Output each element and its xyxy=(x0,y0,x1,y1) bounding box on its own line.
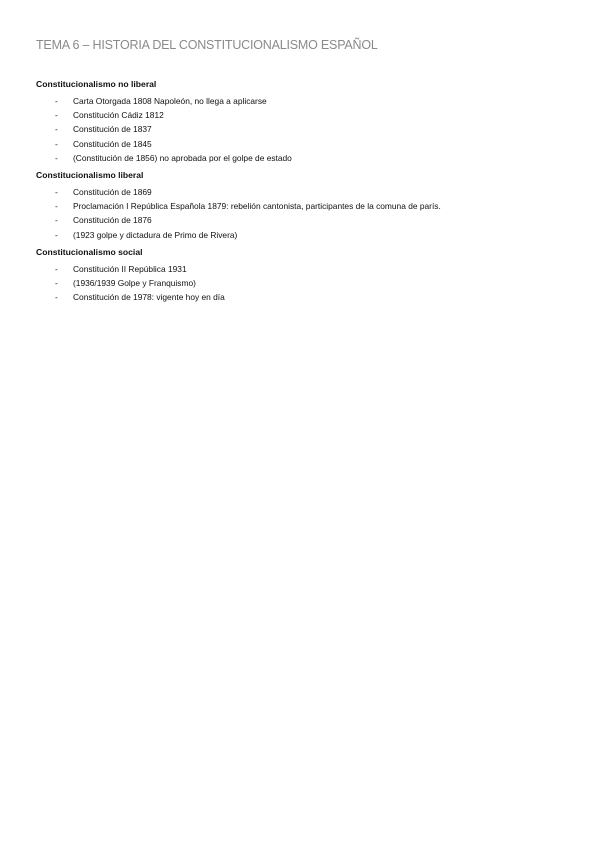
dash-bullet: - xyxy=(55,152,58,163)
dash-bullet: - xyxy=(55,110,58,121)
dash-bullet: - xyxy=(55,215,58,226)
dash-bullet: - xyxy=(55,138,58,149)
list-item xyxy=(36,199,576,213)
list-item-text: (Constitución de 1856) no aprobada por el golpe de estado xyxy=(73,152,292,163)
list-item-text: (1923 golpe y dictadura de Primo de Rivera) xyxy=(73,229,238,240)
dash-bullet: - xyxy=(55,277,58,288)
document-body xyxy=(36,78,576,308)
list-item xyxy=(36,94,576,108)
list-item-text: Proclamación I República Española 1879: rebelión cantonista, participantes de la comuna de parís. xyxy=(73,201,441,212)
list-item xyxy=(36,151,576,165)
dash-bullet: - xyxy=(55,186,58,197)
list-item-text: (1936/1939 Golpe y Franquismo) xyxy=(73,277,196,288)
list-item-text: Carta Otorgada 1808 Napoleón, no llega a aplicarse xyxy=(73,96,267,106)
dash-bullet: - xyxy=(55,96,58,106)
list-item xyxy=(36,228,576,242)
section-heading: Constitucionalismo liberal xyxy=(36,169,144,180)
dash-bullet: - xyxy=(55,124,58,135)
list-item xyxy=(36,213,576,227)
list-item-text: Constitución II República 1931 xyxy=(73,263,187,274)
list-item xyxy=(36,137,576,151)
list-item-text: Constitución de 1876 xyxy=(73,215,152,226)
dash-bullet: - xyxy=(55,292,58,303)
section-social xyxy=(36,246,576,305)
bullet-list xyxy=(36,262,576,305)
list-item xyxy=(36,262,576,276)
section-no-liberal xyxy=(36,78,576,165)
bullet-list xyxy=(36,185,576,242)
list-item-text: Constitución de 1845 xyxy=(73,138,152,149)
list-item-text: Constitución de 1978: vigente hoy en día xyxy=(73,292,225,303)
list-item-text: Constitución Cádiz 1812 xyxy=(73,110,164,121)
list-item xyxy=(36,290,576,304)
list-item xyxy=(36,122,576,136)
section-heading: Constitucionalismo social xyxy=(36,246,143,257)
document-title: TEMA 6 – HISTORIA DEL CONSTITUCIONALISMO ESPAÑOL xyxy=(36,38,378,52)
list-item xyxy=(36,276,576,290)
list-item-text: Constitución de 1869 xyxy=(73,186,152,197)
dash-bullet: - xyxy=(55,263,58,274)
dash-bullet: - xyxy=(55,229,58,240)
dash-bullet: - xyxy=(55,201,58,212)
section-liberal xyxy=(36,169,576,242)
bullet-list xyxy=(36,94,576,165)
section-heading: Constitucionalismo no liberal xyxy=(36,79,157,89)
list-item xyxy=(36,108,576,122)
list-item xyxy=(36,185,576,199)
list-item-text: Constitución de 1837 xyxy=(73,124,152,135)
